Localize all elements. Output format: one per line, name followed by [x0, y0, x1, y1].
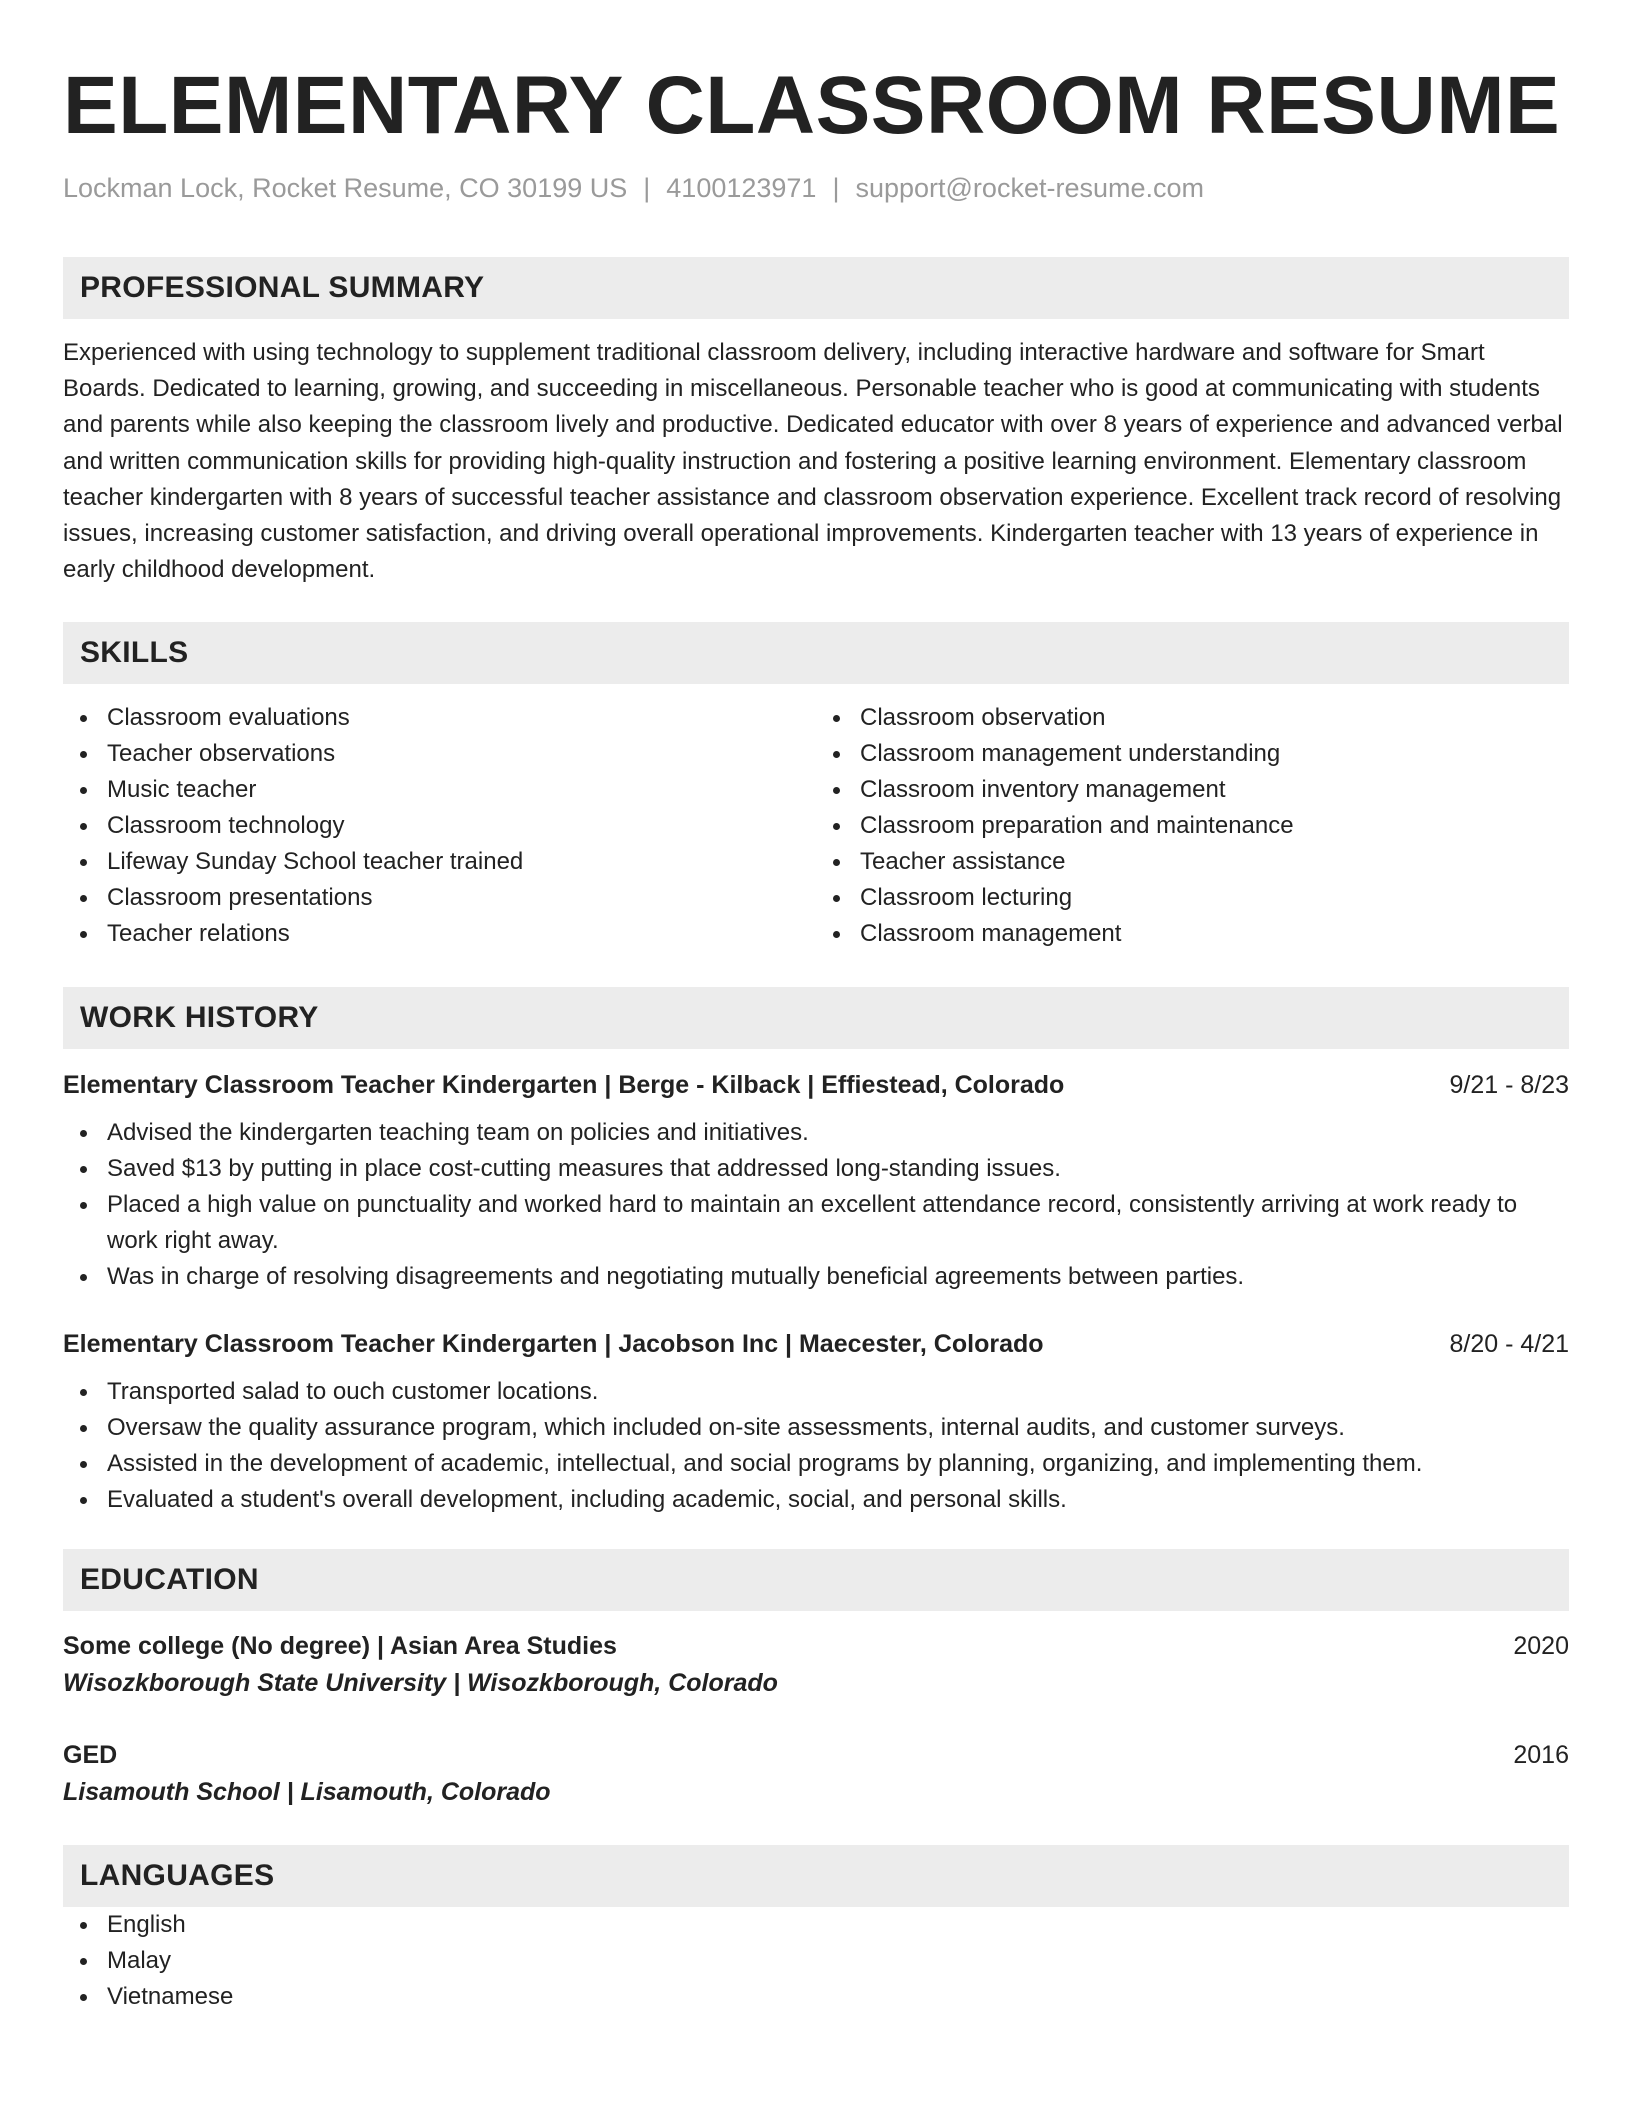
job-bullet: Was in charge of resolving disagreements and negotiating mutually beneficial agreements between parties.	[63, 1259, 1569, 1295]
skill-item: Teacher assistance	[816, 844, 1569, 880]
summary-text: Experienced with using technology to supplement traditional classroom delivery, including interactive hardware and software for Smart Boards. Dedicated to learning, growing, and succeeding in miscellaneous. Personable teacher who is good at communicating with students and parents while also keeping the classroom lively and productive. Dedicated educator with over 8 years of experience and advanced verbal and written communication skills for providing high-quality instruction and fostering a positive learning environment. Elementary classroom teacher kindergarten with 8 years of successful teacher assistance and classroom observation experience. Excellent track record of resolving issues, increasing customer satisfaction, and driving overall operational improvements. Kindergarten teacher with 13 years of experience in early childhood development.	[63, 339, 1563, 584]
education-entry	[63, 1737, 1569, 1811]
job-bullet: Oversaw the quality assurance program, which included on-site assessments, internal audits, and customer surveys.	[63, 1410, 1569, 1446]
languages-list	[63, 1907, 1569, 2015]
summary-section	[63, 257, 1569, 588]
job-title: Elementary Classroom Teacher Kindergarten | Berge - Kilback | Effiestead, Colorado	[63, 1071, 1065, 1100]
job-bullet: Transported salad to ouch customer locations.	[63, 1374, 1569, 1410]
job-header	[63, 1067, 1569, 1103]
education-header	[63, 1737, 1569, 1773]
job-entry	[63, 1326, 1569, 1518]
job-header	[63, 1326, 1569, 1362]
contact-phone: 4100123971	[666, 173, 817, 203]
skills-grid	[63, 700, 1569, 952]
job-bullet: Advised the kindergarten teaching team on policies and initiatives.	[63, 1115, 1569, 1151]
language-item: Malay	[63, 1943, 1569, 1979]
skill-item: Teacher relations	[63, 916, 816, 952]
resume-title: ELEMENTARY CLASSROOM RESUME	[63, 60, 1561, 151]
languages-heading: LANGUAGES	[63, 1845, 1569, 1907]
skills-column-left	[63, 700, 816, 952]
education-year: 2016	[1513, 1741, 1569, 1770]
job-bullet: Evaluated a student's overall development, including academic, social, and personal skills.	[63, 1482, 1569, 1518]
language-item: English	[63, 1907, 1569, 1943]
languages-section	[63, 1845, 1569, 2015]
job-dates: 8/20 - 4/21	[1449, 1330, 1569, 1359]
contact-email: support@rocket-resume.com	[855, 173, 1204, 203]
education-section	[63, 1549, 1569, 1811]
work-history-heading: WORK HISTORY	[63, 987, 1569, 1049]
job-bullet: Placed a high value on punctuality and worked hard to maintain an excellent attendance record, consistently arriving at work ready to work right away.	[63, 1187, 1569, 1259]
contact-separator: |	[832, 173, 840, 203]
education-entry	[63, 1628, 1569, 1702]
skills-section	[63, 622, 1569, 952]
summary-heading: PROFESSIONAL SUMMARY	[63, 257, 1569, 319]
job-entry	[63, 1067, 1569, 1295]
education-header	[63, 1628, 1569, 1664]
job-bullets	[63, 1115, 1569, 1295]
skill-item: Classroom inventory management	[816, 772, 1569, 808]
skill-item: Classroom preparation and maintenance	[816, 808, 1569, 844]
education-school: Wisozkborough State University | Wisozkborough, Colorado	[63, 1669, 778, 1698]
education-degree: Some college (No degree) | Asian Area Studies	[63, 1632, 617, 1661]
skills-column-right	[816, 700, 1569, 952]
contact-line	[63, 170, 1569, 206]
skill-item: Music teacher	[63, 772, 816, 808]
education-year: 2020	[1513, 1632, 1569, 1661]
contact-separator: |	[643, 173, 651, 203]
skills-heading: SKILLS	[63, 622, 1569, 684]
skill-item: Classroom technology	[63, 808, 816, 844]
job-title: Elementary Classroom Teacher Kindergarten | Jacobson Inc | Maecester, Colorado	[63, 1330, 1044, 1359]
job-bullet: Assisted in the development of academic, intellectual, and social programs by planning, organizing, and implementing them.	[63, 1446, 1569, 1482]
job-dates: 9/21 - 8/23	[1449, 1071, 1569, 1100]
skill-item: Classroom management understanding	[816, 736, 1569, 772]
work-history-section	[63, 987, 1569, 1518]
education-school: Lisamouth School | Lisamouth, Colorado	[63, 1778, 551, 1807]
education-degree: GED	[63, 1741, 118, 1770]
skill-item: Classroom evaluations	[63, 700, 816, 736]
skill-item: Lifeway Sunday School teacher trained	[63, 844, 816, 880]
language-item: Vietnamese	[63, 1979, 1569, 2015]
skill-item: Classroom presentations	[63, 880, 816, 916]
skill-item: Classroom management	[816, 916, 1569, 952]
contact-address: Lockman Lock, Rocket Resume, CO 30199 US	[63, 173, 628, 203]
skill-item: Classroom lecturing	[816, 880, 1569, 916]
skill-item: Classroom observation	[816, 700, 1569, 736]
job-bullet: Saved $13 by putting in place cost-cutting measures that addressed long-standing issues.	[63, 1151, 1569, 1187]
job-bullets	[63, 1374, 1569, 1518]
education-heading: EDUCATION	[63, 1549, 1569, 1611]
skill-item: Teacher observations	[63, 736, 816, 772]
